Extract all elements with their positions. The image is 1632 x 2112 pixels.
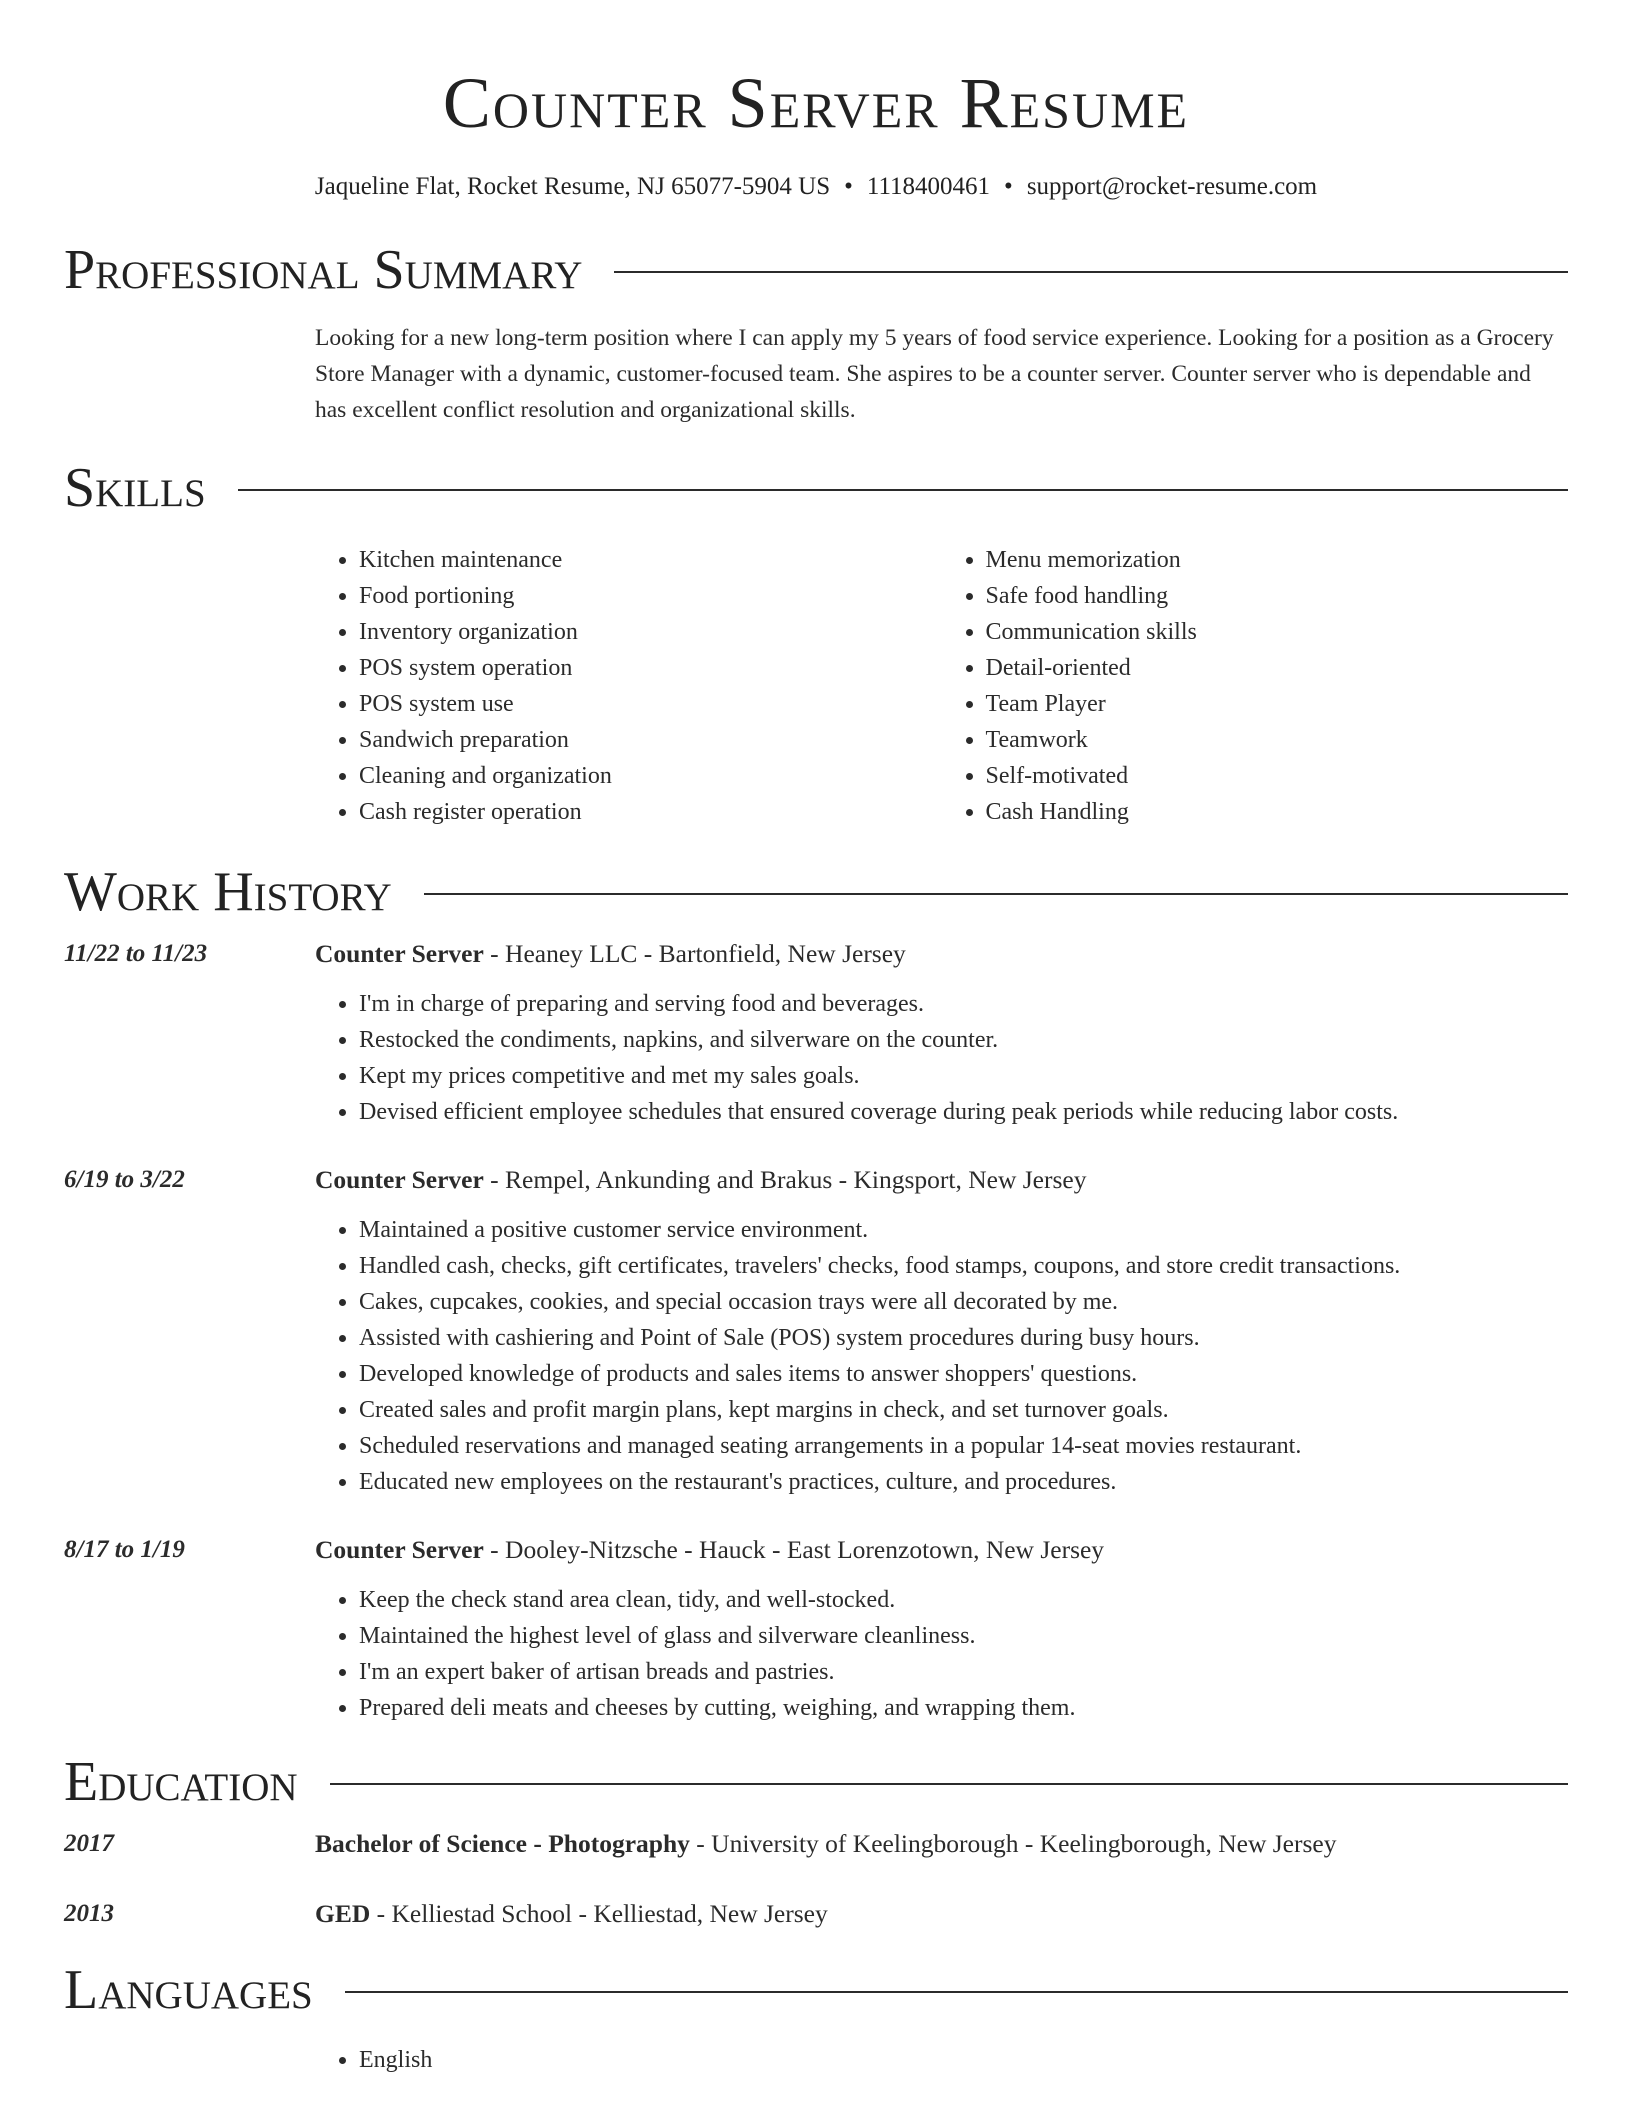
job-bullets	[315, 1212, 1568, 1500]
resume-title: Counter Server Resume	[442, 63, 1190, 143]
job-bullets	[315, 1582, 1568, 1726]
job-bullet: • I'm an expert baker of artisan breads and pastries.	[359, 1654, 1568, 1690]
section-rule	[330, 1783, 1568, 1785]
resume-page	[64, 0, 1568, 2078]
summary-text: Looking for a new long-term position where I can apply my 5 years of food service experience. Looking for a position as a Grocery Store Manager with a dynamic, customer-focused team. She aspires to be a counter server. Counter server who is dependable and has excellent conflict resolution and organizational skills.	[315, 325, 1554, 423]
job-bullet: • Prepared deli meats and cheeses by cutting, weighing, and wrapping them.	[359, 1690, 1568, 1726]
job-employer: - Dooley-Nitzsche - Hauck - East Lorenzotown, New Jersey	[483, 1535, 1105, 1564]
education-entry	[64, 1896, 1568, 1932]
skill-item: • Sandwich preparation	[359, 722, 942, 758]
job-bullet: • Cakes, cupcakes, cookies, and special occasion trays were all decorated by me.	[359, 1284, 1568, 1320]
section-heading: Education	[64, 1751, 298, 1813]
section-rule	[345, 1991, 1568, 1993]
language-item: • English	[359, 2042, 1568, 2078]
section-rule	[424, 893, 1568, 895]
job-entry	[64, 936, 1568, 1130]
job-bullet: • Developed knowledge of products and sales items to answer shoppers' questions.	[359, 1356, 1568, 1392]
job-entry	[64, 1532, 1568, 1726]
education-line	[315, 1826, 1336, 1862]
job-employer: - Heaney LLC - Bartonfield, New Jersey	[483, 939, 906, 968]
job-bullet: • I'm in charge of preparing and serving food and beverages.	[359, 986, 1568, 1022]
job-bullet: • Assisted with cashiering and Point of Sale (POS) system procedures during busy hours.	[359, 1320, 1568, 1356]
languages-list	[315, 2042, 1568, 2078]
contact-phone: 1118400461	[866, 173, 991, 200]
skill-item: • Menu memorization	[986, 542, 1569, 578]
skill-item: • Cleaning and organization	[359, 758, 942, 794]
skill-item: • Inventory organization	[359, 614, 942, 650]
section-skills	[64, 456, 1568, 520]
section-rule	[614, 271, 1568, 273]
section-rule	[238, 489, 1568, 491]
skill-item: • Team Player	[986, 686, 1569, 722]
skill-item: • Teamwork	[986, 722, 1569, 758]
job-bullet: • Scheduled reservations and managed seating arrangements in a popular 14-seat movies restaurant.	[359, 1428, 1568, 1464]
skill-item: • Cash register operation	[359, 794, 942, 830]
job-dates: 6/19 to 3/22	[64, 1166, 185, 1193]
skill-item: • POS system operation	[359, 650, 942, 686]
section-languages	[64, 1958, 1568, 2022]
contact-line	[64, 170, 1568, 204]
job-bullet: • Kept my prices competitive and met my sales goals.	[359, 1058, 1568, 1094]
skill-item: • Self-motivated	[986, 758, 1569, 794]
job-title: Counter Server	[315, 1535, 484, 1564]
contact-separator: •	[1004, 173, 1013, 200]
skills-column-right	[942, 542, 1569, 830]
job-title-line	[315, 1162, 1086, 1198]
job-bullets	[315, 986, 1568, 1130]
job-bullet: • Maintained a positive customer service environment.	[359, 1212, 1568, 1248]
section-heading: Professional Summary	[64, 239, 583, 301]
contact-separator: •	[844, 173, 853, 200]
contact-email: support@rocket-resume.com	[1026, 173, 1318, 200]
job-bullet: • Restocked the condiments, napkins, and silverware on the counter.	[359, 1022, 1568, 1058]
contact-address: Jaqueline Flat, Rocket Resume, NJ 65077-5904 US	[314, 173, 831, 200]
job-entry	[64, 1162, 1568, 1500]
job-bullet: • Keep the check stand area clean, tidy, and well-stocked.	[359, 1582, 1568, 1618]
skills-column-left	[315, 542, 942, 830]
skills-list	[315, 542, 1568, 830]
education-school: - University of Keelingborough - Keelingborough, New Jersey	[689, 1829, 1337, 1858]
section-heading: Work History	[64, 861, 392, 923]
job-title-line	[315, 936, 906, 972]
education-entry	[64, 1826, 1568, 1862]
section-heading: Languages	[64, 1959, 313, 2021]
education-degree: Bachelor of Science - Photography	[315, 1829, 690, 1858]
section-education	[64, 1750, 1568, 1814]
job-dates: 8/17 to 1/19	[64, 1536, 185, 1563]
education-line	[315, 1896, 828, 1932]
skill-item: • Safe food handling	[986, 578, 1569, 614]
skill-item: • Detail-oriented	[986, 650, 1569, 686]
job-bullet: • Educated new employees on the restaurant's practices, culture, and procedures.	[359, 1464, 1568, 1500]
skill-item: • Food portioning	[359, 578, 942, 614]
job-employer: - Rempel, Ankunding and Brakus - Kingsport, New Jersey	[483, 1165, 1087, 1194]
skill-item: • Kitchen maintenance	[359, 542, 942, 578]
skill-item: • Cash Handling	[986, 794, 1569, 830]
job-bullet: • Created sales and profit margin plans, kept margins in check, and set turnover goals.	[359, 1392, 1568, 1428]
job-title-line	[315, 1532, 1104, 1568]
section-work-history	[64, 860, 1568, 924]
education-year: 2013	[64, 1900, 114, 1927]
job-bullet: • Handled cash, checks, gift certificates, travelers' checks, food stamps, coupons, and store credit transactions.	[359, 1248, 1568, 1284]
job-bullet: • Devised efficient employee schedules that ensured coverage during peak periods while reducing labor costs.	[359, 1094, 1568, 1130]
job-bullet: • Maintained the highest level of glass and silverware cleanliness.	[359, 1618, 1568, 1654]
job-dates: 11/22 to 11/23	[64, 940, 208, 967]
section-professional-summary	[64, 238, 1568, 302]
skill-item: • POS system use	[359, 686, 942, 722]
skill-item: • Communication skills	[986, 614, 1569, 650]
job-title: Counter Server	[315, 1165, 484, 1194]
education-year: 2017	[64, 1830, 114, 1857]
education-school: - Kelliestad School - Kelliestad, New Jersey	[370, 1899, 828, 1928]
education-degree: GED	[315, 1899, 371, 1928]
job-title: Counter Server	[315, 939, 484, 968]
section-heading: Skills	[64, 457, 206, 519]
